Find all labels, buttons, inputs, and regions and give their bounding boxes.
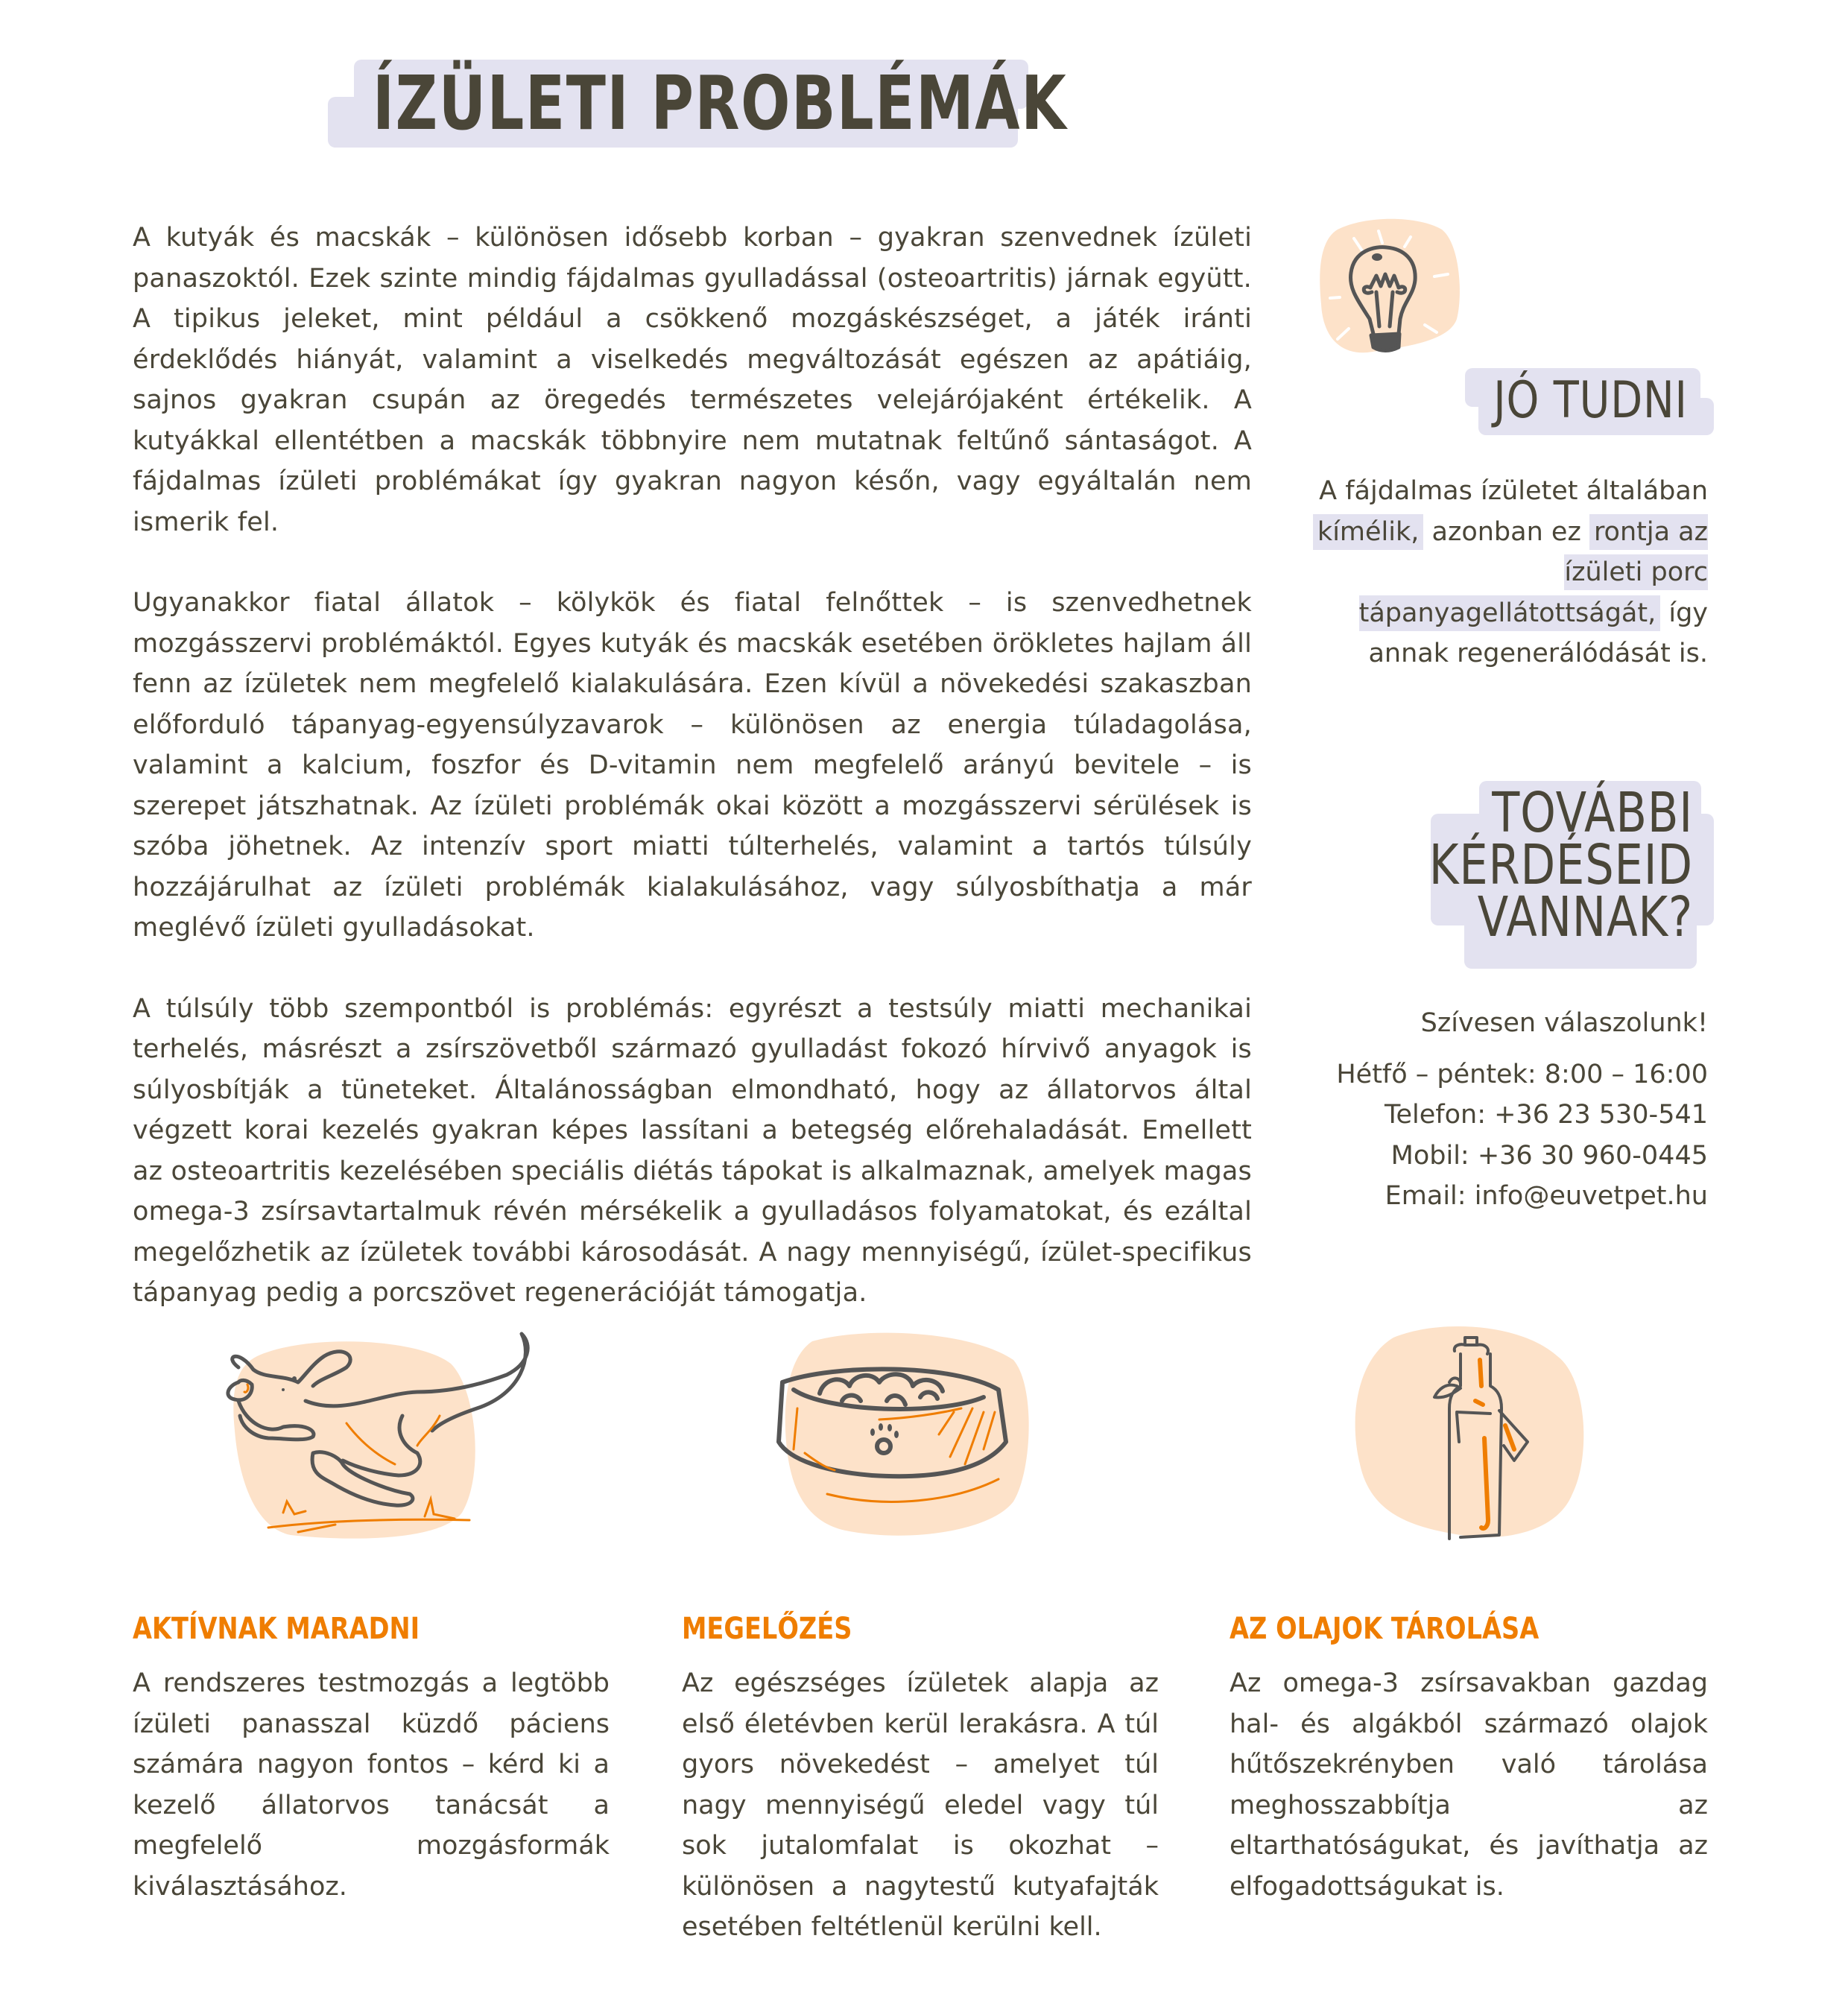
contact-heading-line: VANNAK? <box>1477 885 1693 949</box>
feature-title: AKTÍVNAK MARADNI <box>133 1612 420 1646</box>
contact-heading <box>1428 781 1693 949</box>
text-segment: azonban ez <box>1423 516 1589 547</box>
paragraph: A túlsúly több szempontból is problémás: egyrészt a testsúly miatti mechanikai terhelés, másrészt a zsírszövetből származó gyulladást fokozó hírvivő anyagok is súlyosbítják a tüneteket. Általánosságban elmondható, hogy az állatorvos által végzett korai kezelés gyakran képes lassítani a betegség előrehaladását. Emellett az osteoartritis kezelésében speciális diétás tápokat is alkalmaznak, amelyek magas omega-3 zsírsavtartalmuk révén mérsékelik a gyulladásos folyamatokat, és ezáltal megelőzhetik az ízületek további károsodását. A nagy mennyiségű, ízület-specifikus tápanyag pedig a porcszövet regenerációját támogatja. <box>133 993 1252 1308</box>
office-hours: Hétfő – péntek: 8:00 – 16:00 <box>1336 1059 1708 1089</box>
phone-number[interactable]: Telefon: +36 23 530-541 <box>1385 1100 1708 1130</box>
email-address[interactable]: Email: info@euvetpet.hu <box>1385 1181 1708 1211</box>
highlighted-text: rontja az ízületi porc tápanyagellátottságát, <box>1359 514 1708 631</box>
food-bowl-illustration <box>760 1323 1043 1546</box>
highlighted-text: kímélik, <box>1313 514 1423 550</box>
main-article <box>133 218 1252 1354</box>
paragraph: A kutyák és macskák – különösen idősebb korban – gyakran szenvednek ízületi panaszoktól. Ezek szinte mindig fájdalmas gyulladással (osteoartritis) járnak együtt. A tipikus jeleket, mint például a csökkenő mozgáskészséget, a játék iránti érdeklődés hiányát, valamint a viselkedés megváltozását egészen az apátiáig, sajnos gyakran csupán az öregedés természetes velejárójaként értékelik. A kutyákkal ellentétben a macskák többnyire nem mutatnak feltűnő sántaságot. A fájdalmas ízületi problémákat így gyakran nagyon későn, vagy egyáltalán nem ismerik fel. <box>133 223 1252 537</box>
feature-prevention <box>682 1610 1159 1948</box>
feature-title: AZ OLAJOK TÁROLÁSA <box>1230 1612 1540 1646</box>
good-to-know-heading: JÓ TUDNI <box>1493 371 1688 430</box>
feature-oil-storage <box>1230 1610 1708 1907</box>
contact-intro: Szívesen válaszolunk! <box>1420 1008 1708 1038</box>
lightbulb-icon <box>1315 215 1464 356</box>
mobile-number[interactable]: Mobil: +36 30 960-0445 <box>1390 1140 1708 1171</box>
text-segment: így annak regenerálódását is. <box>1368 598 1708 668</box>
page-title: ÍZÜLETI PROBLÉMÁK <box>373 60 1068 147</box>
oil-bottle-illustration <box>1341 1315 1610 1561</box>
contact-heading-line: TOVÁBBI <box>1492 781 1693 845</box>
running-dog-illustration <box>194 1304 551 1557</box>
feature-text: Az egészséges ízületek alapja az első életévben kerül lerakásra. A túl gyors növekedést – amelyet túl nagy mennyiségű eledel vagy túl sok jutalomfalat is okozhat – különösen a nagytestű kutyafajták esetében feltétlenül kerülni kell. <box>682 1668 1159 1942</box>
feature-title: MEGELŐZÉS <box>682 1612 852 1646</box>
contact-info <box>1336 1003 1708 1217</box>
text-segment: A fájdalmas ízületet általában <box>1319 476 1708 506</box>
contact-heading-line: KÉRDÉSEID <box>1428 833 1693 897</box>
feature-text: A rendszeres testmozgás a legtöbb ízületi panasszal küzdő páciens számára nagyon fontos – kérd ki a kezelő állatorvos tanácsát a megfelelő mozgásformák kiválasztásához. <box>133 1668 610 1902</box>
good-to-know-text <box>1291 471 1708 674</box>
feature-active <box>133 1610 610 1907</box>
feature-text: Az omega-3 zsírsavakban gazdag hal- és algákból származó olajok hűtőszekrényben való tárolása meghosszabbítja az eltarthatóságukat, és javíthatja az elfogadottságukat is. <box>1230 1668 1708 1902</box>
paragraph: Ugyanakkor fiatal állatok – kölykök és fiatal felnőttek – is szenvedhetnek mozgásszervi problémáktól. Egyes kutyák és macskák esetében örökletes hajlam áll fenn az ízületek nem megfelelő kialakulására. Ezen kívül a növekedési szakaszban előforduló tápanyag-egyensúlyzavarok – különösen az energia túladagolása, valamint a kalcium, foszfor és D-vitamin nem megfelelő arányú bevitele – is szerepet játszhatnak. Az ízületi problémák okai között a mozgásszervi sérülések is szóba jöhetnek. Az intenzív sport miatti túlterhelés, valamint a tartós túlsúly hozzájárulhat az ízületi problémák kialakulásához, vagy súlyosbíthatja a már meglévő ízületi gyulladásokat. <box>133 588 1252 943</box>
